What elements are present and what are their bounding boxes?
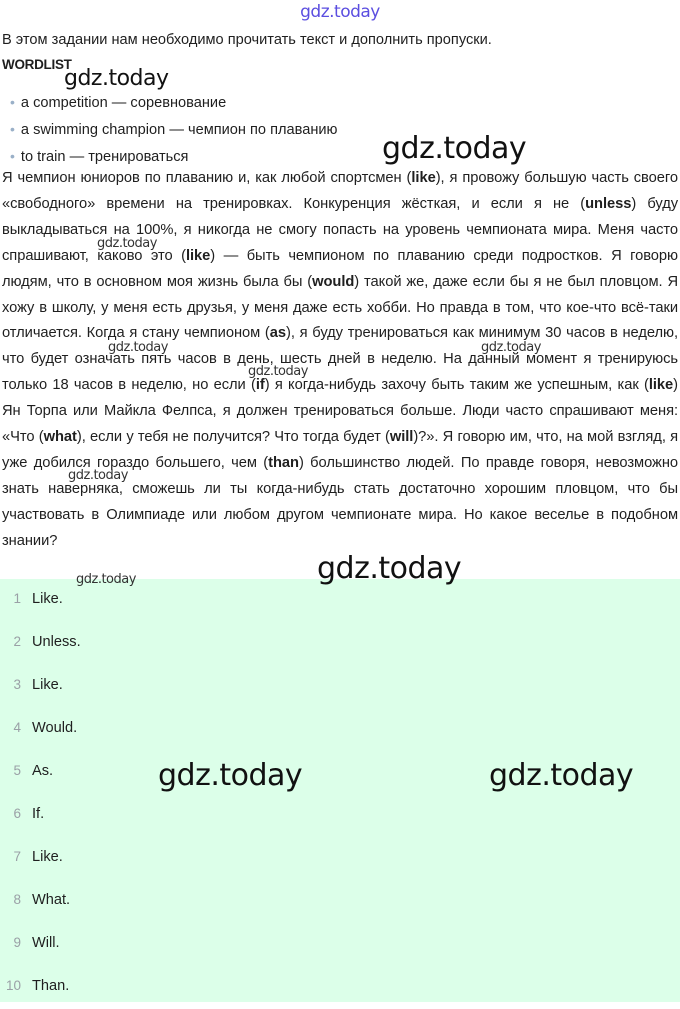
answer-text: Like. [32,591,63,607]
watermark: gdz.today [317,551,462,586]
gap-answer: if [255,377,265,394]
answer-text: Like. [32,849,63,865]
wordlist-item-text: a swimming champion — чемпион по плаванию [20,122,338,138]
task-intro: В этом задании нам необходимо прочитать текст и дополнить пропуски. [2,32,492,48]
passage-text: ) такой же, даже если бы я не был пловцом. Я хожу в школу, у меня есть друзья, у меня даже есть хобби. Но правда в том, что кое-что всё-таки отличается. Когда я стану чемпионом ( [2,273,679,342]
answer-text: Would. [32,720,78,736]
watermark: gdz.today [97,236,157,251]
answer-number: 1 [13,591,21,606]
gap-answer: as [269,325,287,342]
gap-answer: than [268,454,299,471]
passage-text: ) я когда-нибудь захочу быть таким же успешным, как ( [264,377,649,394]
watermark: gdz.today [76,572,136,587]
wordlist-title: WORDLIST [2,57,72,72]
answer-text: Than. [32,978,70,994]
watermark: gdz.today [481,340,541,355]
wordlist-item [10,119,338,146]
passage-text: ) большинство людей. По правде говоря, невозможно знать наверняка, сможешь ли ты когда-нибудь стать достаточно хорошим пловцом, что бы участвовать в Олимпиаде или любом другом чемпионате мира. Но какое веселье в подобном знании? [2,454,678,549]
answer-row [0,880,680,923]
watermark: gdz.today [489,758,634,793]
answers-panel [0,579,680,1002]
wordlist-item [10,92,338,119]
answer-text: As. [32,763,54,779]
answer-row [0,837,680,880]
watermark: gdz.today [382,131,527,166]
answer-row [0,708,680,751]
answer-text: If. [32,806,45,822]
passage-text: ), я провожу большую часть своего «свободного» времени на тренировках. Конкуренция жёсткая, и если я не ( [2,170,678,212]
watermark: gdz.today [248,364,308,379]
gap-answer: like [648,377,674,394]
answer-text: Like. [32,677,63,693]
watermark: gdz.today [64,66,169,91]
site-logo[interactable]: gdz.today [300,2,380,22]
gap-answer: what [43,429,77,446]
passage-text: Я чемпион юниоров по плаванию и, как любой спортсмен ( [2,170,412,186]
bullet-icon: • [10,94,15,110]
answer-number: 5 [13,763,21,778]
answer-row [0,966,680,1009]
answer-row [0,751,680,794]
passage-text: )?». Я говорю им, что, на мой взгляд, я уже добился гораздо большего, чем ( [2,429,678,471]
answer-number: 8 [13,892,21,907]
wordlist-item-text: to train — тренироваться [20,149,189,165]
answer-text: What. [32,892,71,908]
answer-number: 3 [13,677,21,692]
gap-answer: will [389,429,414,446]
answer-row [0,579,680,622]
answer-number: 4 [13,720,21,735]
answer-row [0,665,680,708]
gap-answer: unless [585,195,632,212]
gap-answer: like [411,170,436,186]
passage-text: ), если у тебя не получится? Что тогда будет ( [76,429,390,446]
passage-text: ) Ян Торпа или Майкла Фелпса, я должен тренироваться больше. Люди часто спрашивают меня: «Что ( [2,377,678,446]
passage-text: ) буду выкладываться на 100%, я никогда не смогу попасть на уровень чемпионата мира. Меня часто спрашивают, каково это ( [2,195,679,264]
answer-text: Unless. [32,634,81,650]
passage-text: ), я буду тренироваться как минимум 30 часов в неделю, что будет означать пять часов в день, шесть дней в неделю. На данный момент я тренируюсь только 18 часов в неделю, но если ( [2,325,678,394]
watermark: gdz.today [108,340,168,355]
gap-answer: would [312,273,355,290]
reading-passage [2,166,678,555]
answer-text: Will. [32,935,60,951]
bullet-icon: • [10,148,15,164]
passage-text: ) — быть чемпионом по плаванию среди подростков. Я говорю людям, что в основном моя жизнь была бы ( [2,247,678,290]
watermark: gdz.today [68,468,128,483]
answer-row [0,622,680,665]
answer-row [0,794,680,837]
answer-number: 10 [5,978,21,993]
watermark: gdz.today [158,758,303,793]
answer-row [0,923,680,966]
answer-number: 2 [13,634,21,649]
wordlist-item-text: a competition — соревнование [20,95,227,111]
bullet-icon: • [10,121,15,137]
answer-number: 7 [13,849,21,864]
wordlist [10,92,338,173]
gap-answer: like [185,247,211,264]
answer-number: 9 [13,935,21,950]
answer-number: 6 [13,806,21,821]
